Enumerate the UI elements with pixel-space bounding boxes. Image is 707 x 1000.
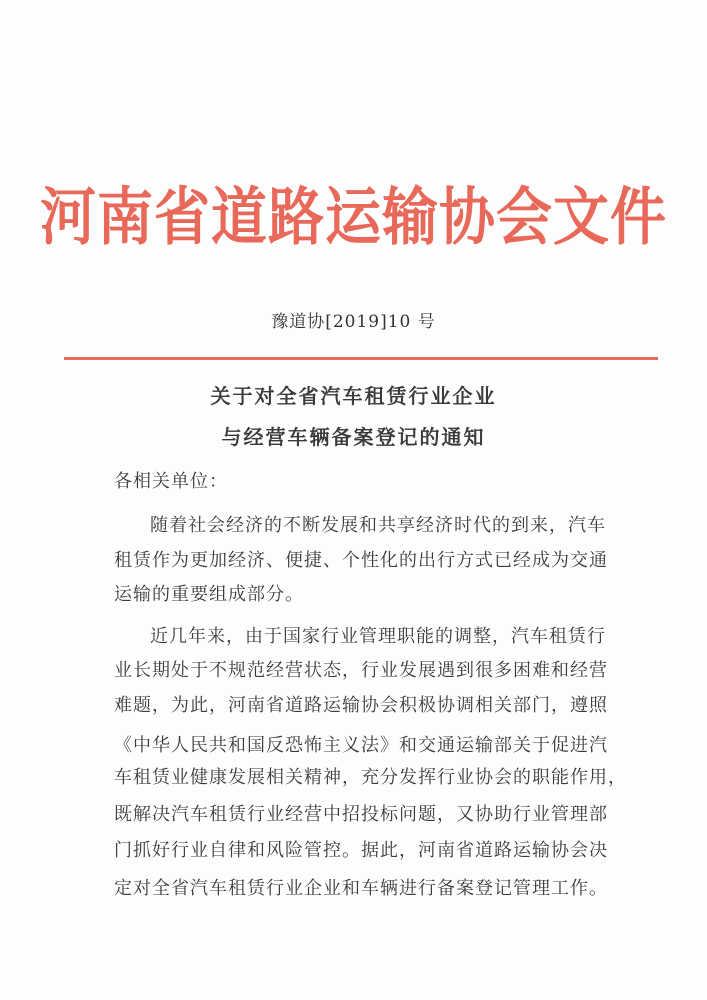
- body-line: 门抓好行业自律和风险管控。据此，河南省道路运输协会决: [114, 840, 608, 861]
- body-line: 近几年来，由于国家行业管理职能的调整，汽车租赁行: [150, 626, 606, 647]
- subject-line-1: 关于对全省汽车租赁行业企业: [210, 384, 497, 408]
- body-line: 随着社会经济的不断发展和共享经济时代的到来，汽车: [150, 515, 606, 536]
- body-line: 运输的重要组成部分。: [114, 584, 304, 605]
- body-line: 定对全省汽车租赁行业企业和车辆进行备案登记管理工作。: [114, 878, 608, 899]
- header-divider: [64, 357, 658, 360]
- body-line: 难题，为此，河南省道路运输协会积极协调相关部门，遵照: [114, 695, 608, 716]
- body-line: 《中华人民共和国反恐怖主义法》和交通运输部关于促进汽: [114, 735, 608, 756]
- body-line: 车租赁业健康发展相关精神，充分发挥行业协会的职能作用，: [114, 767, 627, 788]
- salutation: 各相关单位：: [114, 471, 228, 492]
- subject-line-2: 与经营车辆备案登记的通知: [221, 425, 486, 449]
- document-number: 豫道协[2019]10 号: [271, 312, 436, 332]
- document-header-title: 河南省道路运输协会文件: [40, 180, 667, 255]
- body-line: 业长期处于不规范经营状态，行业发展遇到很多困难和经营: [114, 660, 608, 681]
- body-line: 租赁作为更加经济、便捷、个性化的出行方式已经成为交通: [114, 550, 608, 571]
- body-line: 既解决汽车租赁行业经营中招投标问题，又协助行业管理部: [114, 804, 608, 825]
